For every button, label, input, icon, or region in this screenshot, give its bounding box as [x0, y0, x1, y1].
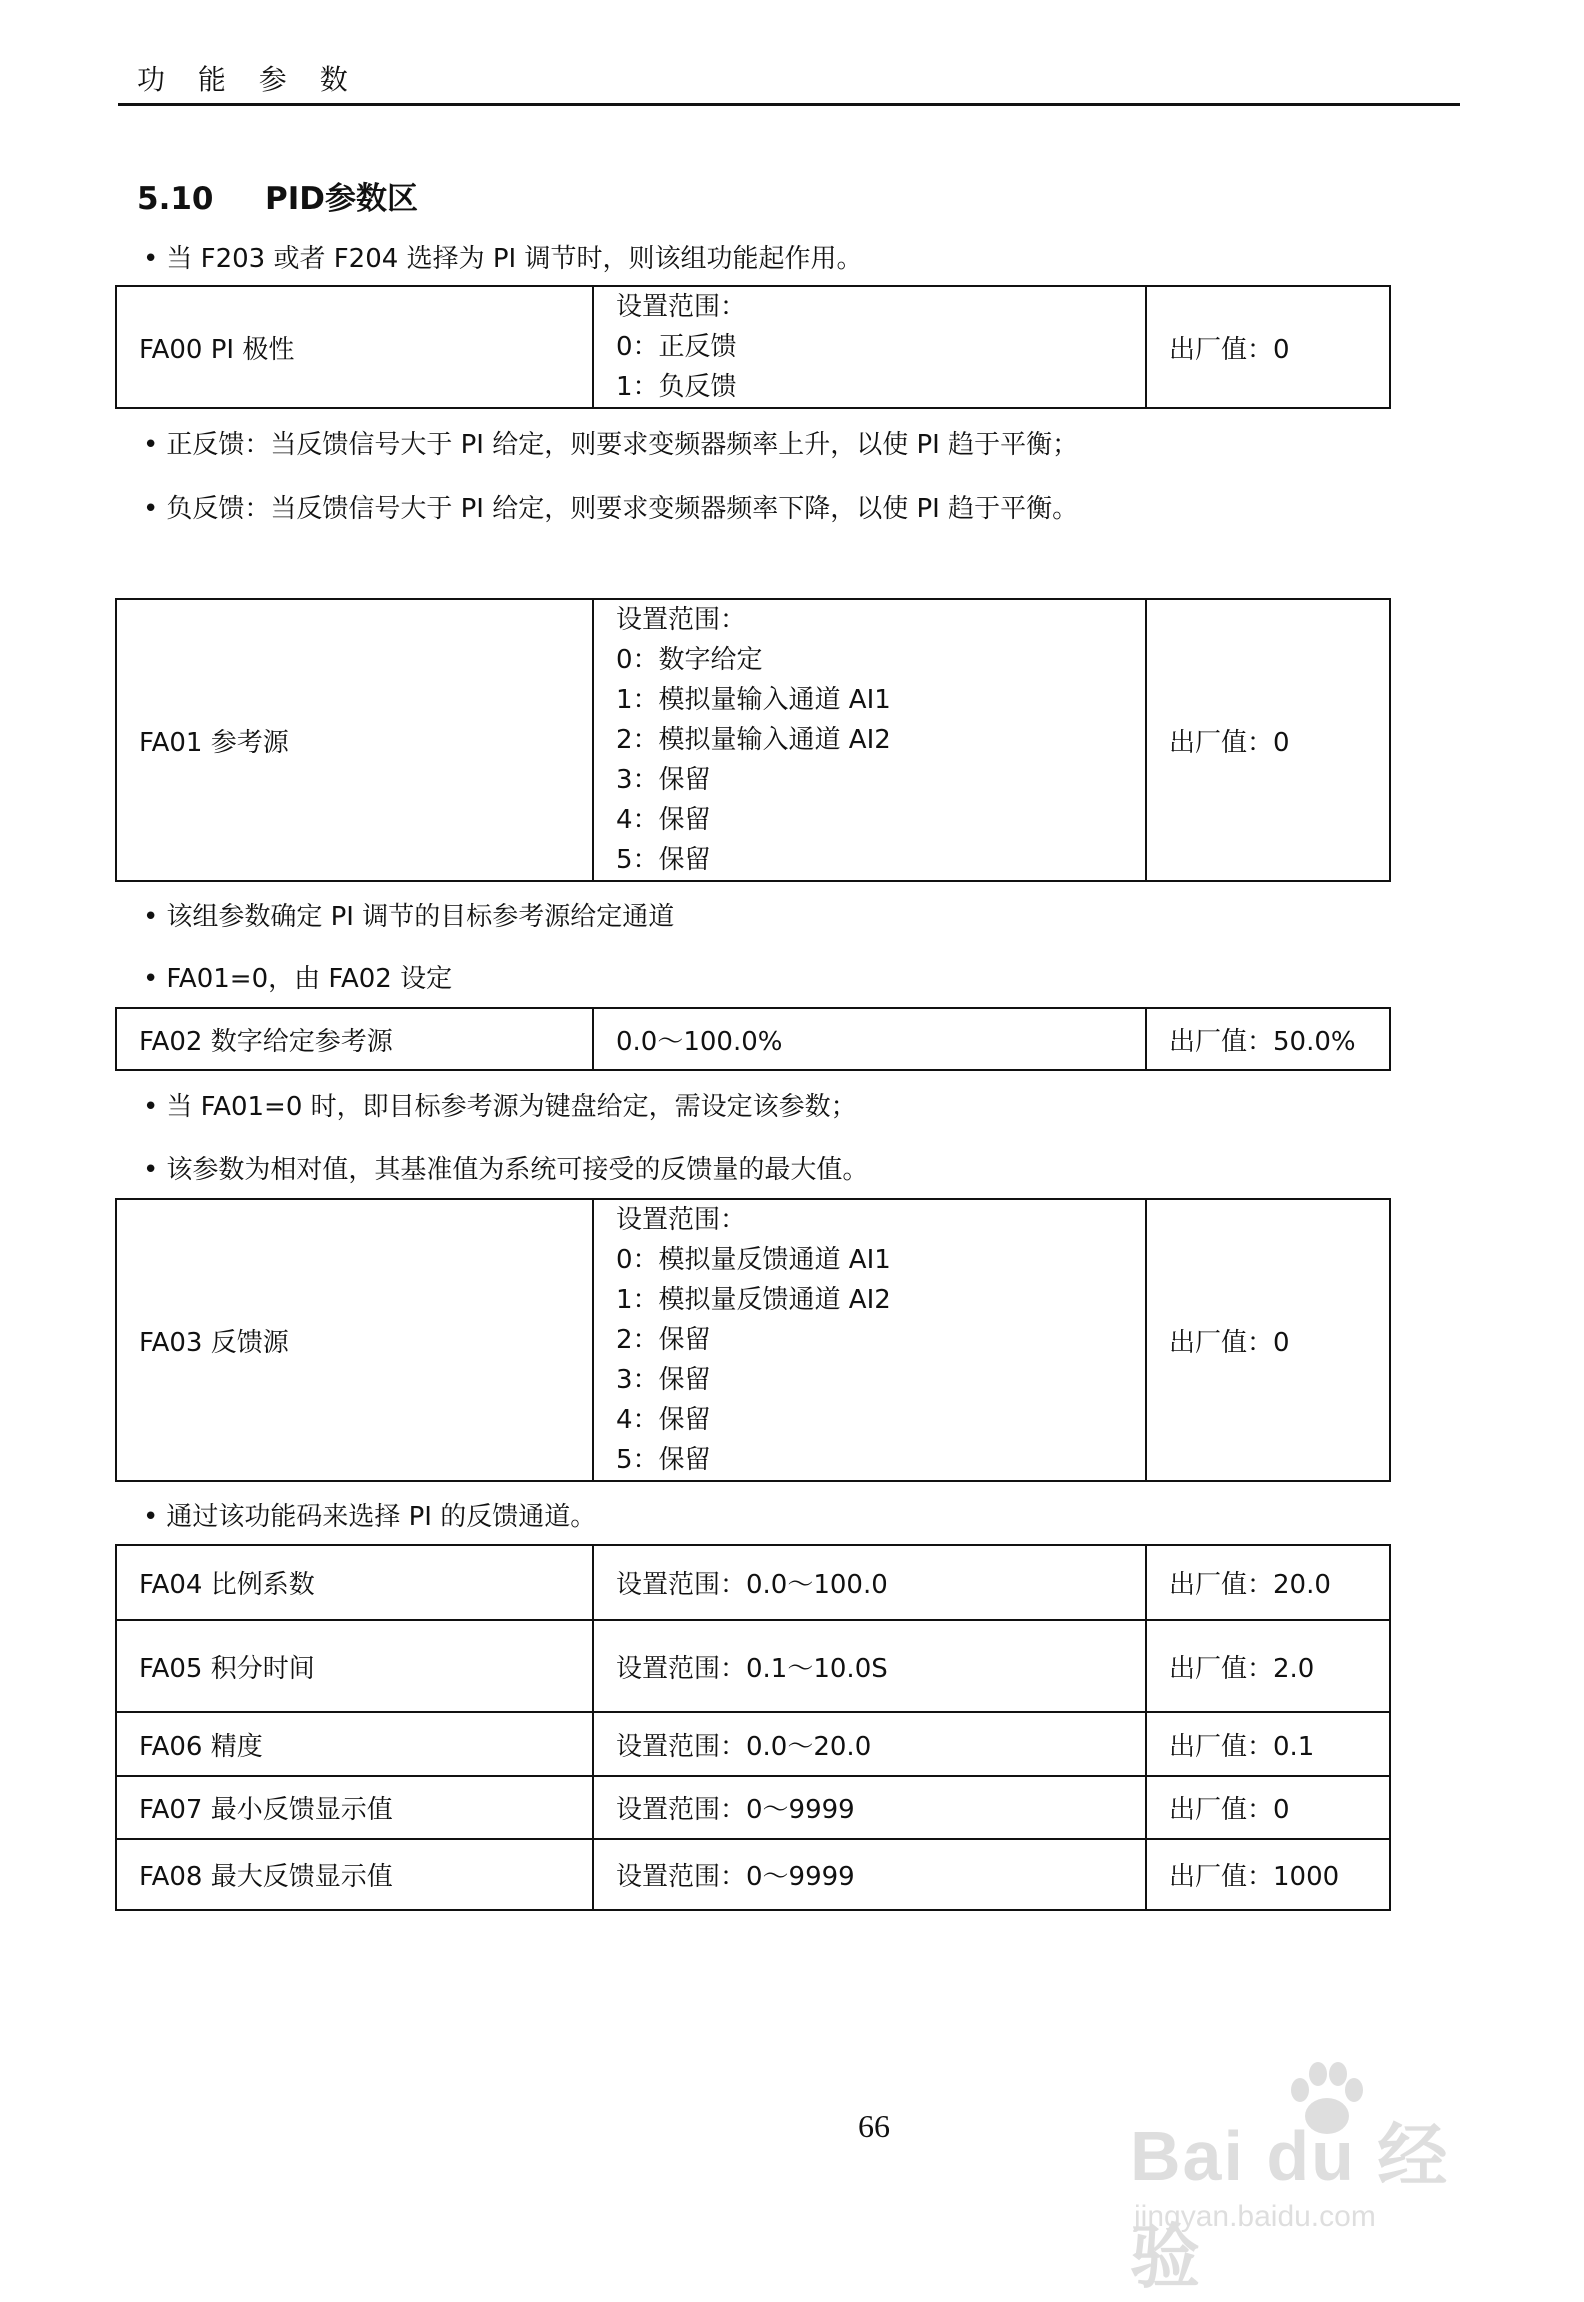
section-heading: [137, 173, 418, 218]
section-number: 5.10: [137, 181, 214, 217]
table-row: [116, 286, 1390, 408]
param-name: FA07 最小反馈显示值: [116, 1776, 593, 1839]
table-row: [116, 1199, 1390, 1481]
fa02-table: [115, 1007, 1391, 1071]
option-line: 设置范围：: [616, 1205, 747, 1235]
option-line: 4：保留: [616, 805, 711, 835]
fa02-note-2: • 该参数为相对值，其基准值为系统可接受的反馈量的最大值。: [143, 1155, 869, 1185]
option-line: 2：模拟量输入通道 AI2: [616, 725, 891, 755]
param-name: FA02 数字给定参考源: [116, 1008, 593, 1070]
table-row: [116, 1545, 1390, 1620]
param-default: 出厂值：20.0: [1146, 1545, 1390, 1620]
option-line: 0：模拟量反馈通道 AI1: [616, 1245, 891, 1275]
fa04-fa08-table: [115, 1544, 1391, 1911]
option-line: 1：模拟量反馈通道 AI2: [616, 1285, 891, 1315]
table-row: [116, 599, 1390, 881]
table-row: [116, 1839, 1390, 1910]
intro-note: • 当 F203 或者 F204 选择为 PI 调节时，则该组功能起作用。: [143, 244, 863, 274]
section-title: PID参数区: [265, 181, 418, 217]
fa01-note-2: • FA01=0，由 FA02 设定: [143, 964, 453, 994]
option-line: 0：正反馈: [616, 332, 737, 362]
param-name: FA08 最大反馈显示值: [116, 1839, 593, 1910]
fa03-table: [115, 1198, 1391, 1482]
bullet: •: [143, 244, 159, 274]
option-line: 4：保留: [616, 1405, 711, 1435]
watermark-url: jingyan.baidu.com: [1134, 2200, 1376, 2233]
watermark-brand: Bai du 经验: [1130, 2117, 1450, 2296]
param-options: [593, 1199, 1146, 1481]
option-line: 5：保留: [616, 1445, 711, 1475]
option-line: 1：模拟量输入通道 AI1: [616, 685, 891, 715]
fa01-note-1: • 该组参数确定 PI 调节的目标参考源给定通道: [143, 902, 675, 932]
param-range: 设置范围：0～9999: [593, 1776, 1146, 1839]
param-range: 设置范围：0～9999: [593, 1839, 1146, 1910]
table-row: [116, 1776, 1390, 1839]
table-row: [116, 1008, 1390, 1070]
param-default: 出厂值：2.0: [1146, 1620, 1390, 1712]
option-line: 1：负反馈: [616, 372, 737, 402]
param-options: [593, 286, 1146, 408]
option-line: 3：保留: [616, 1365, 711, 1395]
param-range: 0.0～100.0%: [593, 1008, 1146, 1070]
fa00-note-positive: • 正反馈：当反馈信号大于 PI 给定，则要求变频器频率上升，以使 PI 趋于平衡；: [143, 430, 1079, 460]
option-line: 设置范围：: [616, 605, 747, 635]
param-range: 设置范围：0.0～100.0: [593, 1545, 1146, 1620]
param-range: 设置范围：0.1～10.0S: [593, 1620, 1146, 1712]
fa00-note-negative: • 负反馈：当反馈信号大于 PI 给定，则要求变频器频率下降，以使 PI 趋于平衡。: [143, 494, 1079, 524]
option-line: 0：数字给定: [616, 645, 763, 675]
option-line: 5：保留: [616, 845, 711, 875]
running-header: 功 能 参 数: [137, 63, 360, 96]
option-line: 2：保留: [616, 1325, 711, 1355]
fa00-table: [115, 285, 1391, 409]
param-default: 出厂值：0: [1146, 599, 1390, 881]
param-name: FA01 参考源: [116, 599, 593, 881]
option-line: 3：保留: [616, 765, 711, 795]
table-row: [116, 1620, 1390, 1712]
param-default: 出厂值：0: [1146, 286, 1390, 408]
param-name: FA06 精度: [116, 1712, 593, 1776]
param-default: 出厂值：50.0%: [1146, 1008, 1390, 1070]
param-name: FA03 反馈源: [116, 1199, 593, 1481]
watermark: [1130, 2060, 1490, 2296]
header-rule: [118, 103, 1460, 106]
fa03-note: • 通过该功能码来选择 PI 的反馈通道。: [143, 1502, 597, 1532]
fa01-table: [115, 598, 1391, 882]
param-name: FA04 比例系数: [116, 1545, 593, 1620]
param-options: [593, 599, 1146, 881]
table-row: [116, 1712, 1390, 1776]
page-number: 66: [858, 2108, 890, 2144]
param-default: 出厂值：1000: [1146, 1839, 1390, 1910]
param-default: 出厂值：0.1: [1146, 1712, 1390, 1776]
fa02-note-1: • 当 FA01=0 时，即目标参考源为键盘给定，需设定该参数；: [143, 1092, 857, 1122]
param-default: 出厂值：0: [1146, 1776, 1390, 1839]
param-range: 设置范围：0.0～20.0: [593, 1712, 1146, 1776]
param-name: FA00 PI 极性: [116, 286, 593, 408]
param-default: 出厂值：0: [1146, 1199, 1390, 1481]
param-name: FA05 积分时间: [116, 1620, 593, 1712]
option-line: 设置范围：: [616, 292, 747, 322]
